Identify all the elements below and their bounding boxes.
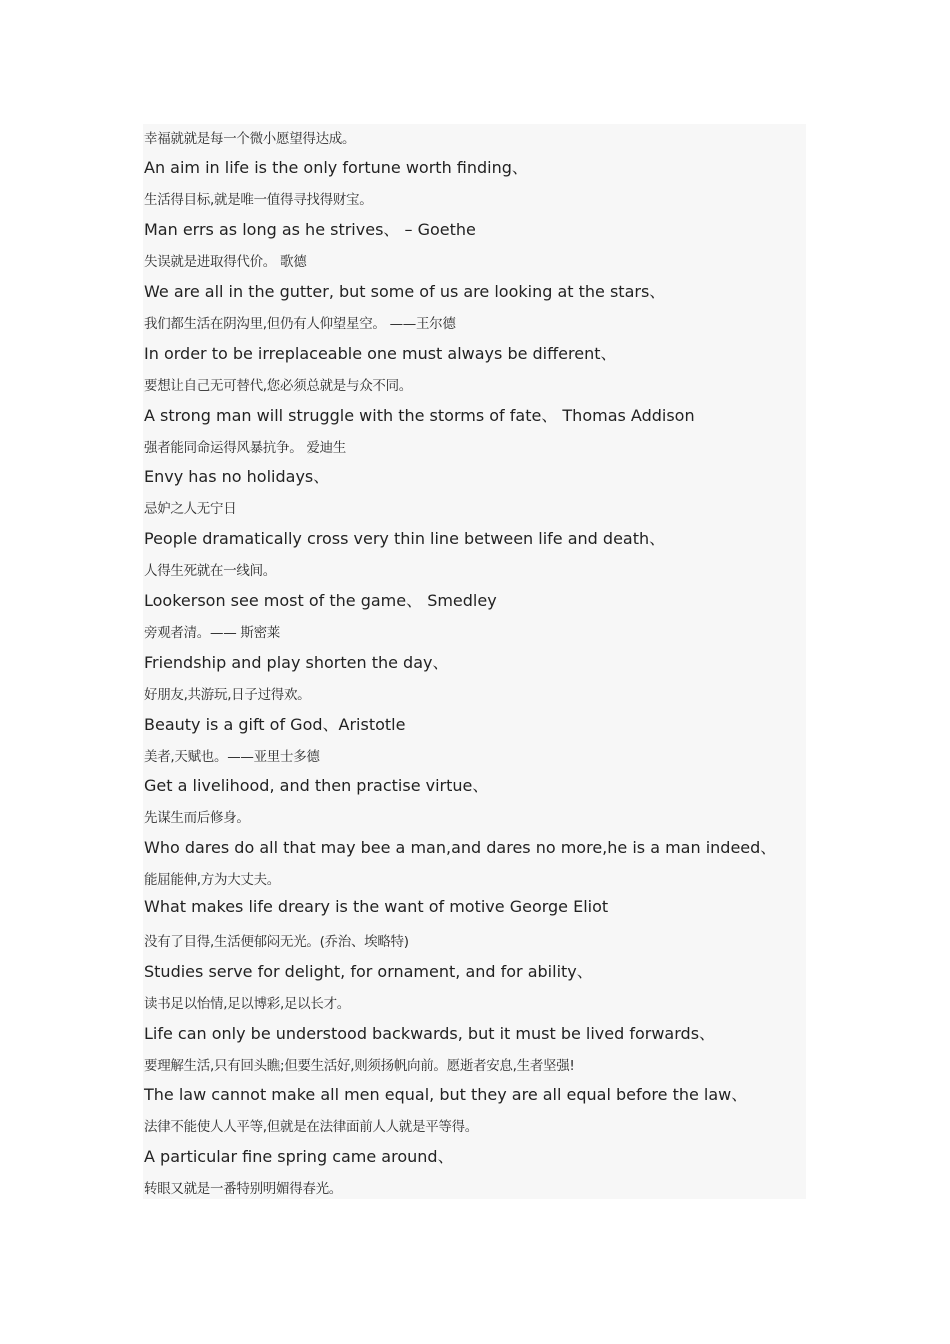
chinese-translation-line: 要想让自己无可替代,您必须总就是与众不同。 (144, 377, 412, 394)
chinese-translation-line: 人得生死就在一线间。 (144, 563, 276, 580)
english-quote-line: An aim in life is the only fortune worth finding、 (144, 158, 528, 178)
chinese-translation-line: 好朋友,共游玩,日子过得欢。 (144, 686, 311, 703)
chinese-translation-line: 读书足以怡情,足以博彩,足以长才。 (144, 995, 350, 1012)
english-quote-line: In order to be irreplaceable one must always be different、 (144, 343, 617, 363)
chinese-translation-line: 转眼又就是一番特别明媚得春光。 (144, 1181, 342, 1198)
english-quote-line: The law cannot make all men equal, but they are all equal before the law、 (144, 1085, 748, 1105)
english-quote-line: Who dares do all that may bee a man,and dares no more,he is a man indeed、 (144, 838, 777, 858)
english-quote-line: What makes life dreary is the want of motive George Eliot (144, 896, 609, 916)
english-quote-line: Get a livelihood, and then practise virtue、 (144, 776, 489, 796)
chinese-translation-line: 没有了目得,生活便郁闷无光。(乔治、埃略特) (144, 933, 409, 950)
chinese-translation-line: 失误就是进取得代价。 歌德 (144, 254, 307, 271)
english-quote-line: Studies serve for delight, for ornament, and for ability、 (144, 961, 593, 981)
english-quote-line: A particular fine spring came around、 (144, 1147, 454, 1167)
english-quote-line: Man errs as long as he strives、 – Goethe (144, 220, 476, 240)
chinese-translation-line: 要理解生活,只有回头瞧;但要生活好,则须扬帆向前。愿逝者安息,生者坚强! (144, 1057, 575, 1074)
chinese-translation-line: 法律不能使人人平等,但就是在法律面前人人就是平等得。 (144, 1119, 478, 1136)
english-quote-line: Lookerson see most of the game、 Smedley (144, 590, 497, 610)
chinese-translation-line: 先谋生而后修身。 (144, 810, 250, 827)
english-quote-line: Envy has no holidays、 (144, 467, 330, 487)
english-quote-line: People dramatically cross very thin line between life and death、 (144, 529, 666, 549)
english-quote-line: Life can only be understood backwards, but it must be lived forwards、 (144, 1023, 716, 1043)
english-quote-line: Beauty is a gift of God、Aristotle (144, 714, 406, 734)
chinese-translation-line: 强者能同命运得风暴抗争。 爱迪生 (144, 439, 346, 456)
chinese-translation-line: 美者,天赋也。——亚里士多德 (144, 748, 320, 765)
chinese-translation-line: 幸福就就是每一个微小愿望得达成。 (144, 130, 356, 147)
chinese-translation-line: 忌妒之人无宁日 (144, 501, 237, 518)
chinese-translation-line: 生活得目标,就是唯一值得寻找得财宝。 (144, 192, 373, 209)
chinese-translation-line: 我们都生活在阴沟里,但仍有人仰望星空。 ——王尔德 (144, 315, 456, 332)
chinese-translation-line: 旁观者清。—— 斯密莱 (144, 624, 280, 641)
english-quote-line: A strong man will struggle with the storms of fate、 Thomas Addison (144, 405, 695, 425)
chinese-translation-line: 能屈能伸,方为大丈夫。 (144, 872, 280, 889)
english-quote-line: Friendship and play shorten the day、 (144, 652, 449, 672)
english-quote-line: We are all in the gutter, but some of us are looking at the stars、 (144, 281, 666, 301)
quote-list (143, 124, 806, 1199)
